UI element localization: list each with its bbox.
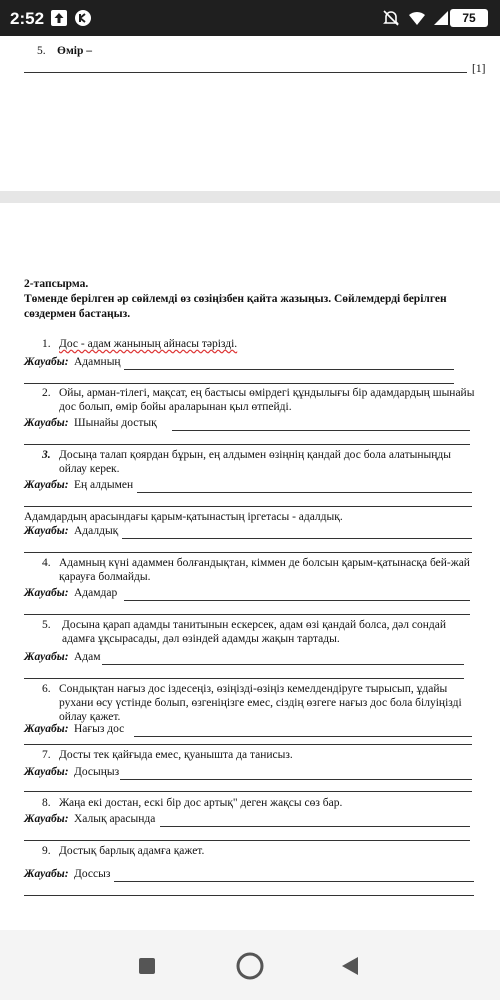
answer-line bbox=[124, 369, 454, 370]
item-number: 2. bbox=[42, 387, 51, 399]
item-number: 1. bbox=[42, 338, 51, 350]
task-title: 2-тапсырма. bbox=[24, 278, 89, 290]
item-text: Досына қарап адамды танитынын ескерсек, адам өзі қандай болса, дәл сондай адамға ұқсырасады, дәл өзіндей адамды жақын тартады. bbox=[62, 619, 447, 645]
item-text: Сондықтан нағыз дос іздесеңіз, өзіңізді-өзіңіз кемелдендіруге тырысып, ұдайы рухани өсу үстінде болып, өзгеніңізге емес, сіздің өзгеге нағыз дос бола білуіңізді ойлау қажет. bbox=[59, 683, 462, 723]
answer-start: Нағыз дос bbox=[74, 723, 125, 735]
answer-line bbox=[122, 538, 472, 539]
answer-line bbox=[24, 383, 454, 384]
answer-label: Жауабы: bbox=[24, 479, 69, 491]
answer-label: Жауабы: bbox=[24, 356, 69, 368]
back-button[interactable] bbox=[341, 956, 359, 976]
item-number: 5. bbox=[37, 45, 46, 57]
item-text: Ойы, арман-тілегі, мақсат, ең бастысы өмірдегі құндылығы бір адамдардың шынайы дос болып, өмір бойы араларынан қыл өтпейді. bbox=[59, 387, 475, 413]
answer-start: Адамның bbox=[74, 356, 121, 368]
answer-line bbox=[172, 430, 470, 431]
answer-line bbox=[24, 744, 472, 745]
answer-line bbox=[102, 664, 464, 665]
answer-line bbox=[24, 895, 474, 896]
signal-icon bbox=[432, 9, 450, 27]
answer-label: Жауабы: bbox=[24, 417, 69, 429]
mute-icon bbox=[382, 9, 400, 27]
answer-label: Жауабы: bbox=[24, 766, 69, 778]
answer-line bbox=[24, 614, 470, 615]
app-notification-icon bbox=[74, 9, 92, 27]
answer-start: Доссыз bbox=[74, 868, 111, 880]
answer-start: Адамдар bbox=[74, 587, 118, 599]
home-button[interactable] bbox=[236, 952, 264, 980]
item-text: Адамның күні адаммен болғандықтан, кіммен де болсын қарым-қатынасқа бей-жай қарауға болмайды. bbox=[59, 557, 470, 583]
page-separator bbox=[0, 191, 500, 203]
answer-label: Жауабы: bbox=[24, 813, 69, 825]
item-number: 7. bbox=[42, 749, 51, 761]
answer-line bbox=[24, 506, 472, 507]
item-number: 4. bbox=[42, 557, 51, 569]
answer-line bbox=[24, 444, 470, 445]
answer-start: Адам bbox=[74, 651, 101, 663]
upload-icon bbox=[50, 9, 68, 27]
answer-start: Адалдық bbox=[74, 525, 119, 537]
item-text: Дос - адам жанының айнасы тәрізді. bbox=[59, 338, 238, 350]
mark-label: [1] bbox=[472, 63, 486, 75]
item-number: 6. bbox=[42, 683, 51, 695]
item-text: Жаңа екі достан, ескі бір дос артық" деген жақсы сөз бар. bbox=[59, 797, 343, 809]
answer-line bbox=[24, 678, 464, 679]
clock: 2:52 bbox=[10, 9, 45, 28]
answer-line bbox=[24, 791, 472, 792]
answer-label: Жауабы: bbox=[24, 651, 69, 663]
answer-start: Шынайы достық bbox=[74, 417, 157, 429]
item-number: 5. bbox=[42, 619, 51, 631]
answer-start: Ең алдымен bbox=[74, 479, 134, 491]
wifi-icon bbox=[408, 9, 426, 27]
battery-indicator: 75 bbox=[450, 9, 488, 27]
answer-line bbox=[120, 779, 472, 780]
answer-label: Жауабы: bbox=[24, 587, 69, 599]
answer-line bbox=[124, 600, 470, 601]
answer-line bbox=[24, 552, 472, 553]
document-page-previous bbox=[0, 36, 500, 191]
item-text: Өмір – bbox=[57, 45, 92, 57]
item-text: Досыңа талап қоярдан бұрын, ең алдымен өзіңнің қандай дос бола алатыныңды ойлау керек. bbox=[59, 449, 451, 475]
answer-line bbox=[24, 72, 467, 73]
item-text: Адамдардың арасындағы қарым-қатынастың іргетасы - адалдық. bbox=[24, 511, 343, 523]
item-number: 8. bbox=[42, 797, 51, 809]
status-bar bbox=[0, 0, 500, 36]
recent-apps-button[interactable] bbox=[138, 957, 156, 975]
item-number: 9. bbox=[42, 845, 51, 857]
document-page bbox=[0, 203, 500, 930]
navigation-bar bbox=[0, 930, 500, 1000]
answer-start: Досыңыз bbox=[74, 766, 120, 778]
answer-line bbox=[137, 492, 472, 493]
answer-label: Жауабы: bbox=[24, 525, 69, 537]
answer-line bbox=[134, 736, 472, 737]
item-text: Досты тек қайғыда емес, қуанышта да танисыз. bbox=[59, 749, 293, 761]
answer-label: Жауабы: bbox=[24, 868, 69, 880]
answer-start: Халық арасында bbox=[74, 813, 156, 825]
item-text: Достық барлық адамға қажет. bbox=[59, 845, 205, 857]
answer-label: Жауабы: bbox=[24, 723, 69, 735]
answer-line bbox=[160, 826, 470, 827]
task-instruction: Төменде берілген әр сөйлемді өз сөзіңізбен қайта жазыңыз. Сөйлемдерді берілген сөздермен бастаңыз. bbox=[24, 293, 447, 320]
answer-line bbox=[114, 881, 474, 882]
item-number: 3. bbox=[42, 449, 51, 461]
answer-line bbox=[24, 840, 470, 841]
